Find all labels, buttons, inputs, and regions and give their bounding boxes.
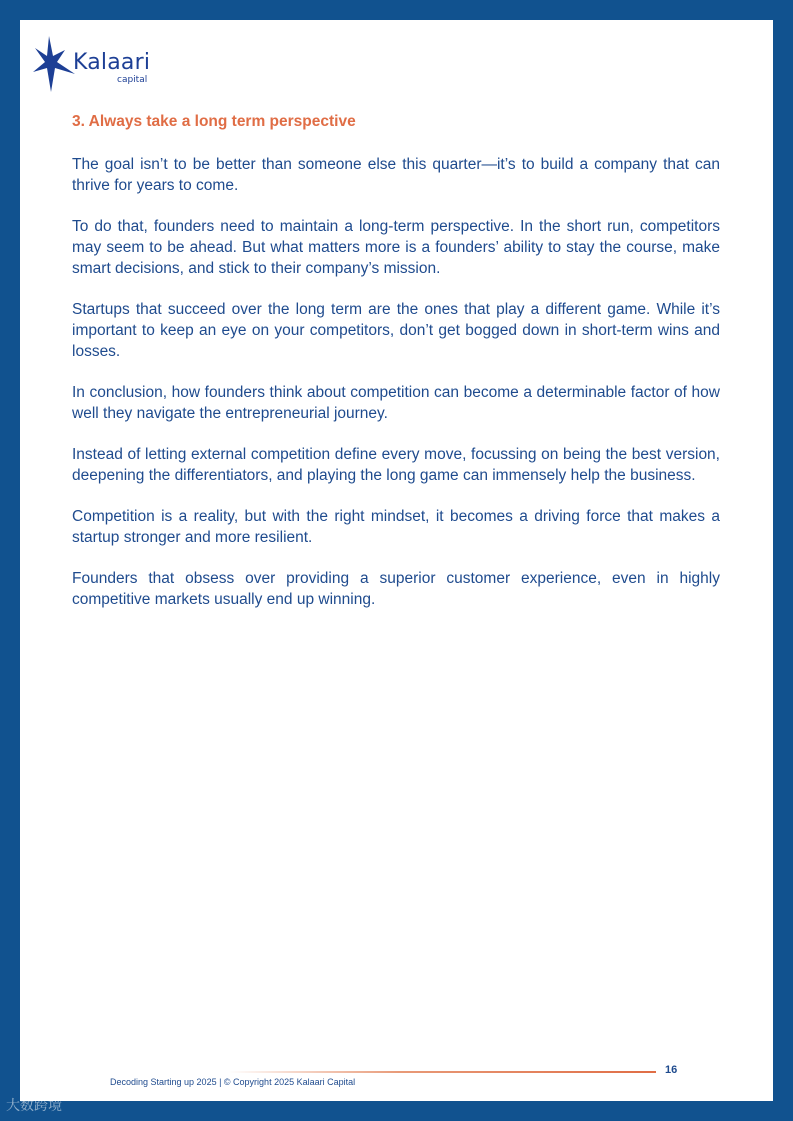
logo-brand-sub: capital — [117, 75, 148, 85]
paragraph: To do that, founders need to maintain a long-term perspective. In the short run, competitors may seem to be ahead. But what matters more is a founders’ ability to stay the course, make smart decisions, and stick to their company’s mission. — [72, 218, 720, 277]
document-page — [20, 20, 773, 1101]
paragraph: In conclusion, how founders think about competition can become a determinable factor of how well they navigate the entrepreneurial journey. — [72, 384, 720, 422]
star-figure-icon — [31, 34, 79, 94]
logo-brand-name: Kalaari — [73, 50, 151, 75]
paragraph: The goal isn’t to be better than someone else this quarter—it’s to build a company that can thrive for years to come. — [72, 156, 720, 194]
kalaari-logo — [31, 34, 151, 94]
paragraph: Instead of letting external competition define every move, focussing on being the best version, deepening the differentiators, and playing the long game can immensely help the business. — [72, 446, 720, 484]
section-heading: 3. Always take a long term perspective — [72, 113, 356, 130]
footer-divider — [228, 1071, 656, 1073]
watermark: 大数跨境 — [6, 1098, 62, 1114]
paragraph: Startups that succeed over the long term are the ones that play a different game. While it’s important to keep an eye on your competitors, don’t get bogged down in short-term wins and losses. — [72, 301, 720, 360]
page-number: 16 — [665, 1064, 678, 1076]
paragraph: Founders that obsess over providing a superior customer experience, even in highly competitive markets usually end up winning. — [72, 570, 720, 608]
main-content — [72, 112, 720, 630]
paragraph: Competition is a reality, but with the right mindset, it becomes a driving force that makes a startup stronger and more resilient. — [72, 508, 720, 546]
footer-copyright: Decoding Starting up 2025 | © Copyright 2025 Kalaari Capital — [110, 1077, 356, 1087]
